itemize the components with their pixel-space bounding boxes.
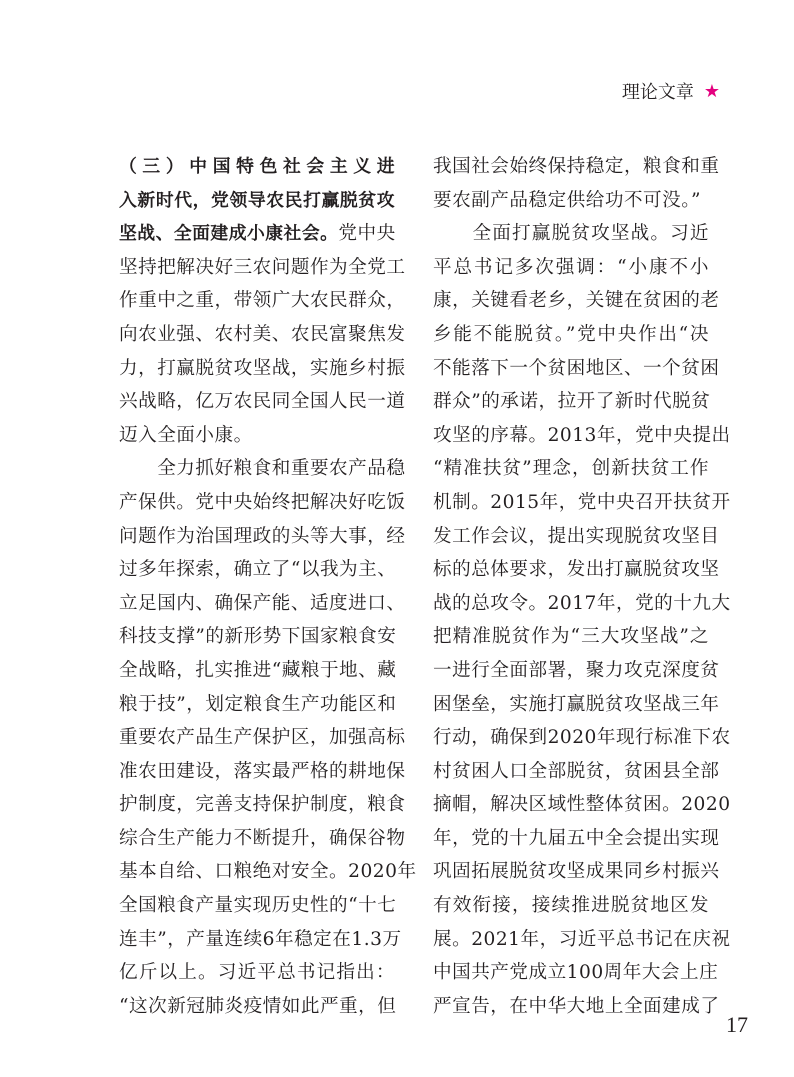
body-text: 党中央 xyxy=(338,223,396,245)
text-line: 有效衔接，接续推进脱贫地区发 xyxy=(433,895,709,917)
text-line: 准农田建设，落实最严格的耕地保 xyxy=(119,760,406,782)
text-line: 攻坚的序幕。2013年，党中央提出 xyxy=(433,424,731,446)
text-line: 综合生产能力不断提升，确保谷物 xyxy=(119,827,406,849)
text-line: 全面打赢脱贫攻坚战。习近 xyxy=(433,223,709,245)
text-line: 基本自给、口粮绝对安全。2020年 xyxy=(119,861,417,883)
text-line: 乡能不能脱贫。”党中央作出“决 xyxy=(433,323,709,345)
text-line: 困堡垒，实施打赢脱贫攻坚战三年 xyxy=(433,693,720,715)
text-line: 巩固拓展脱贫攻坚成果同乡村振兴 xyxy=(433,861,720,883)
text-line: 一进行全面部署，聚力攻克深度贫 xyxy=(433,659,720,681)
text-line: 立足国内、确保产能、适度进口、 xyxy=(119,592,406,614)
section-title: 理论文章 xyxy=(621,82,694,103)
text-line: 村贫困人口全部脱贫，贫困县全部 xyxy=(433,760,720,782)
text-line: 亿斤以上。习近平总书记指出： xyxy=(119,962,395,984)
right-column xyxy=(433,150,731,1023)
text-line: 不能落下一个贫困地区、一个贫困 xyxy=(433,357,720,379)
bold-heading-text: 坚战、全面建成小康社会。 xyxy=(119,223,339,245)
text-line: 全战略，扎实推进“藏粮于地、藏 xyxy=(119,659,397,681)
text-line: 护制度，完善支持保护制度，粮食 xyxy=(119,794,406,816)
text-line: 入新时代，党领导农民打赢脱贫攻 xyxy=(119,189,395,211)
text-line: 作重中之重，带领广大农民群众， xyxy=(119,290,406,312)
text-line: 群众”的承诺，拉开了新时代脱贫 xyxy=(433,391,711,413)
text-line: 兴战略，亿万农民同全国人民一道 xyxy=(119,391,406,413)
text-line: 力，打赢脱贫攻坚战，实施乡村振 xyxy=(119,357,406,379)
text-line: 全力抓好粮食和重要农产品稳 xyxy=(119,458,406,480)
text-line: 过多年探索，确立了“以我为主、 xyxy=(119,559,397,581)
text-line: 中国共产党成立100周年大会上庄 xyxy=(433,962,719,984)
text-line: 康，关键看老乡，关键在贫困的老 xyxy=(433,290,720,312)
text-line: 全国粮食产量实现历史性的“十七 xyxy=(119,895,397,917)
text-line: 年，党的十九届五中全会提出实现 xyxy=(433,827,720,849)
page-number: 17 xyxy=(726,1012,748,1037)
text-line: 向农业强、农村美、农民富聚焦发 xyxy=(119,323,406,345)
text-line: 科技支撑”的新形势下国家粮食安 xyxy=(119,626,397,648)
star-icon: ★ xyxy=(703,80,720,102)
text-line: 要农副产品稳定供给功不可没。” xyxy=(433,189,702,211)
text-line: 严宣告，在中华大地上全面建成了 xyxy=(433,995,720,1017)
text-line: 坚持把解决好三农问题作为全党工 xyxy=(119,256,406,278)
text-line: 粮于技”，划定粮食生产功能区和 xyxy=(119,693,397,715)
text-line: “这次新冠肺炎疫情如此严重，但 xyxy=(119,995,397,1017)
text-line: 平总书记多次强调：“小康不小 xyxy=(433,256,709,278)
text-line: 展。2021年，习近平总书记在庆祝 xyxy=(433,928,731,950)
text-line: 产保供。党中央始终把解决好吃饭 xyxy=(119,491,406,513)
text-line: 连丰”，产量连续6年稳定在1.3万 xyxy=(119,928,402,950)
text-line xyxy=(119,217,395,251)
left-column xyxy=(119,150,417,1023)
running-header xyxy=(622,78,720,104)
text-line: 发工作会议，提出实现脱贫攻坚目 xyxy=(433,525,720,547)
text-line: 迈入全面小康。 xyxy=(119,424,253,446)
text-line: “精准扶贫”理念，创新扶贫工作 xyxy=(433,458,709,480)
text-line: 把精准脱贫作为“三大攻坚战”之 xyxy=(433,626,709,648)
text-line: 机制。2015年，党中央召开扶贫开 xyxy=(433,491,731,513)
text-line: 重要农产品生产保护区，加强高标 xyxy=(119,727,406,749)
text-line: 标的总体要求，发出打赢脱贫攻坚 xyxy=(433,559,720,581)
text-line: 战的总攻令。2017年，党的十九大 xyxy=(433,592,731,614)
text-line: 行动，确保到2020年现行标准下农 xyxy=(433,727,731,749)
text-line: 我国社会始终保持稳定，粮食和重 xyxy=(433,156,720,177)
text-line: 问题作为治国理政的头等大事，经 xyxy=(119,525,406,547)
text-line: 摘帽，解决区域性整体贫困。2020 xyxy=(433,794,731,816)
text-line: （三）中国特色社会主义进 xyxy=(119,156,395,177)
